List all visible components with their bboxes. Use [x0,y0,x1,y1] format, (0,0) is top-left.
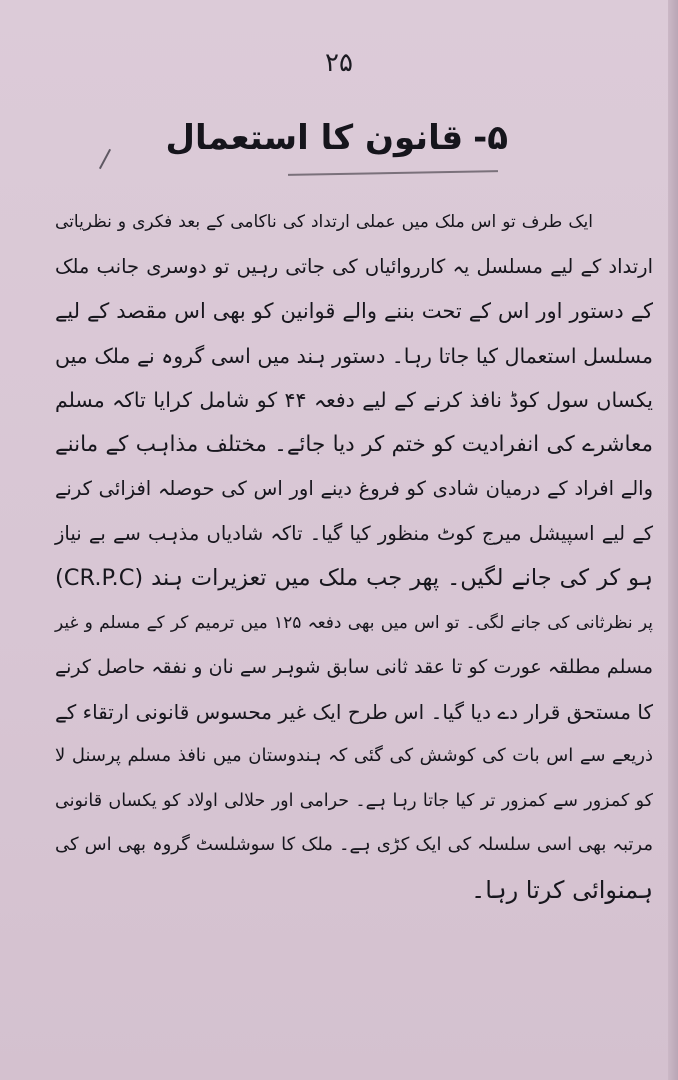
page-number: ۲۵ [325,48,353,78]
text-line: پر نظرثانی کی جانے لگی۔ تو اس میں بھی دفعہ ۱۲۵ میں ترمیم کر کے مسلم و غیر [55,612,653,633]
section-title: قانون کا استعمال [165,118,464,158]
pen-mark [99,149,111,169]
text-line: ایک طرف تو اس ملک میں عملی ارتداد کی ناکامی کے بعد فکری و نظریاتی [55,212,593,232]
text-line: کا مستحق قرار دے دیا گیا۔ اس طرح ایک غیر محسوس قانونی ارتقاء کے [55,699,653,724]
text-line: والے افراد کے درمیان شادی کو فروغ دینے اور اس کی حوصلہ افزائی کرنے [55,477,653,500]
page-edge [668,0,678,1080]
text-line: یکساں سول کوڈ نافذ کرنے کے لیے دفعہ ۴۴ کو شامل کرایا تاکہ مسلم [55,388,653,412]
text-line: مرتبہ بھی اسی سلسلہ کی ایک کڑی ہے۔ ملک کا سوشلسٹ گروہ بھی اس کی [55,834,653,855]
text-line: مسلم مطلقہ عورت کو تا عقد ثانی سابق شوہر سے نان و نفقہ حاصل کرنے [55,656,653,678]
text-line: کے دستور اور اس کے تحت بننے والے قوانین کو بھی اس مقصد کے لیے [55,299,653,323]
text-line: ذریعے سے اس بات کی کوشش کی گئی کہ ہندوستان میں نافذ مسلم پرسنل لا [55,745,653,766]
text-line: مسلسل استعمال کیا جاتا رہا۔ دستور ہند میں اسی گروہ نے ملک میں [55,343,653,368]
heading-underline [288,170,498,176]
text-line: ہمنوائی کرتا رہا۔ [471,875,653,904]
text-line: ہو کر کی جانے لگیں۔ پھر جب ملک میں تعزیرات ہند (CR.P.C) [55,565,653,591]
text-line: معاشرے کی انفرادیت کو ختم کر دیا جائے۔ مختلف مذاہب کے ماننے [55,431,653,457]
text-line: ارتداد کے لیے مسلسل یہ کارروائیاں کی جاتی رہیں تو دوسری جانب ملک [55,254,653,278]
text-line: کے لیے اسپیشل میرج کوٹ منظور کیا گیا۔ تاکہ شادیاں مذہب سے بے نیاز [55,521,653,545]
section-heading [166,118,508,158]
text-line: کو کمزور سے کمزور تر کیا جاتا رہا ہے۔ حرامی اور حلالی اولاد کو یکساں قانونی [55,790,653,811]
body-text [55,200,653,912]
section-number: ۵- [473,118,508,158]
